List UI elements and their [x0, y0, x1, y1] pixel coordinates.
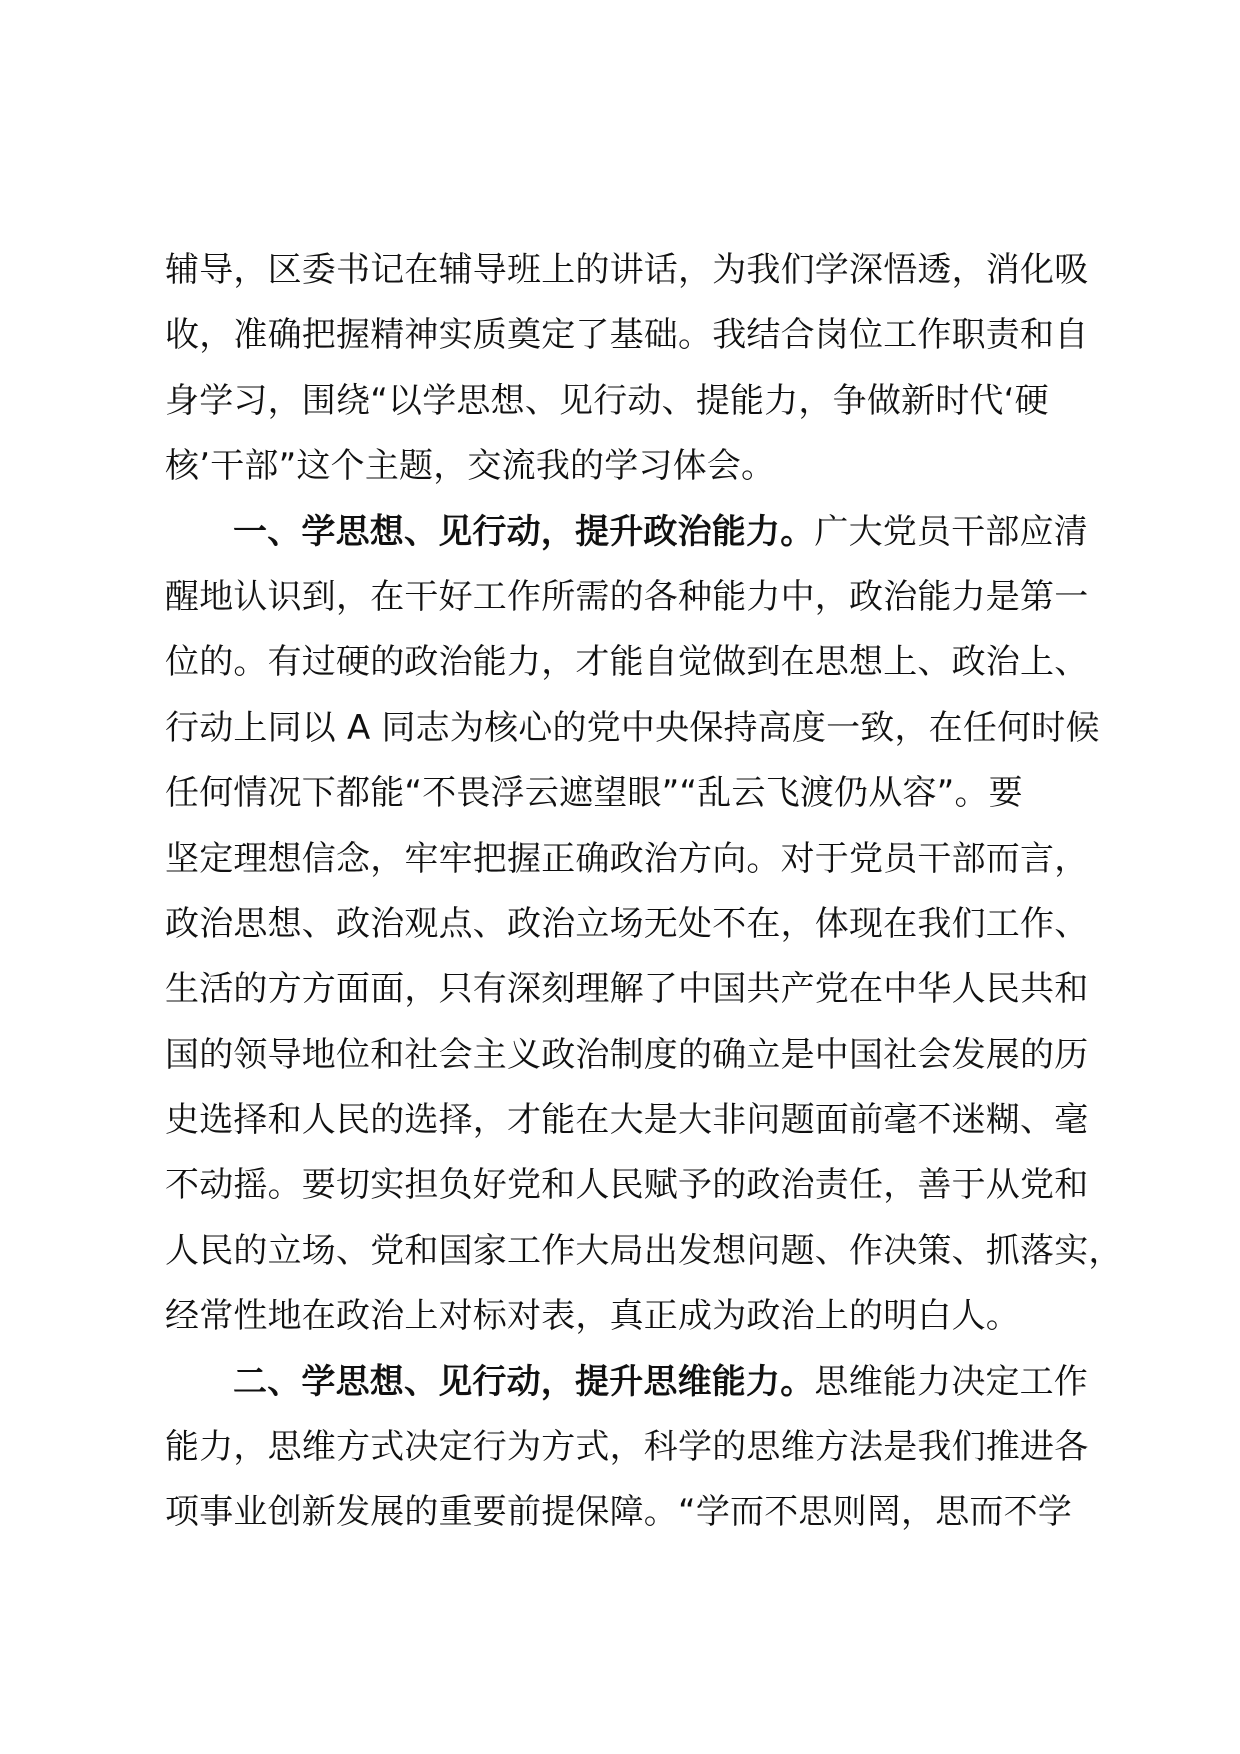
text-line: 国的领导地位和社会主义政治制度的确立是中国社会发展的历	[165, 1034, 1089, 1075]
text-line: 经常性地在政治上对标对表，真正成为政治上的明白人。	[165, 1296, 1020, 1337]
paragraph-intro-continuation	[165, 238, 1089, 500]
section-heading: 二、学思想、见行动，提升思维能力。	[233, 1361, 815, 1402]
section-first-line	[165, 500, 1089, 565]
text-line: 醒地认识到，在干好工作所需的各种能力中，政治能力是第一	[165, 576, 1089, 617]
text-line: 人民的立场、党和国家工作大局出发想问题、作决策、抓落实，	[165, 1230, 1123, 1271]
text-line: 核’干部”这个主题，交流我的学习体会。	[165, 446, 776, 487]
text-line: 生活的方方面面，只有深刻理解了中国共产党在中华人民共和	[165, 969, 1089, 1010]
text-line: 行动上同以 A 同志为核心的党中央保持高度一致，在任何时候	[165, 707, 1100, 748]
section-first-line	[165, 1350, 1089, 1415]
section-heading: 一、学思想、见行动，提升政治能力。	[233, 511, 815, 552]
text-line: 不动摇。要切实担负好党和人民赋予的政治责任，善于从党和	[165, 1165, 1089, 1206]
text-line: 政治思想、政治观点、政治立场无处不在，体现在我们工作、	[165, 903, 1089, 944]
text-line: 坚定理想信念，牢牢把握正确政治方向。对于党员干部而言，	[165, 838, 1089, 879]
text-line: 史选择和人民的选择，才能在大是大非问题面前毫不迷糊、毫	[165, 1100, 1089, 1141]
section-thinking-ability	[165, 1350, 1089, 1546]
text-line: 身学习，围绕“以学思想、见行动、提能力，争做新时代‘硬	[165, 380, 1049, 421]
text-line: 能力，思维方式决定行为方式，科学的思维方法是我们推进各	[165, 1427, 1089, 1468]
document-body	[165, 238, 1123, 1546]
text-line: 任何情况下都能“不畏浮云遮望眼”“乱云飞渡仍从容”。要	[165, 773, 1023, 814]
section-first-line-text: 广大党员干部应清	[814, 511, 1089, 552]
text-line: 位的。有过硬的政治能力，才能自觉做到在思想上、政治上、	[165, 642, 1089, 683]
text-line: 收，准确把握精神实质奠定了基础。我结合岗位工作职责和自	[165, 315, 1089, 356]
text-line: 辅导，区委书记在辅导班上的讲话，为我们学深悟透，消化吸	[165, 250, 1089, 290]
text-line: 项事业创新发展的重要前提保障。“学而不思则罔，思而不学	[165, 1492, 1073, 1533]
section-political-ability	[165, 500, 1123, 1350]
section-first-line-text: 思维能力决定工作	[814, 1361, 1089, 1402]
